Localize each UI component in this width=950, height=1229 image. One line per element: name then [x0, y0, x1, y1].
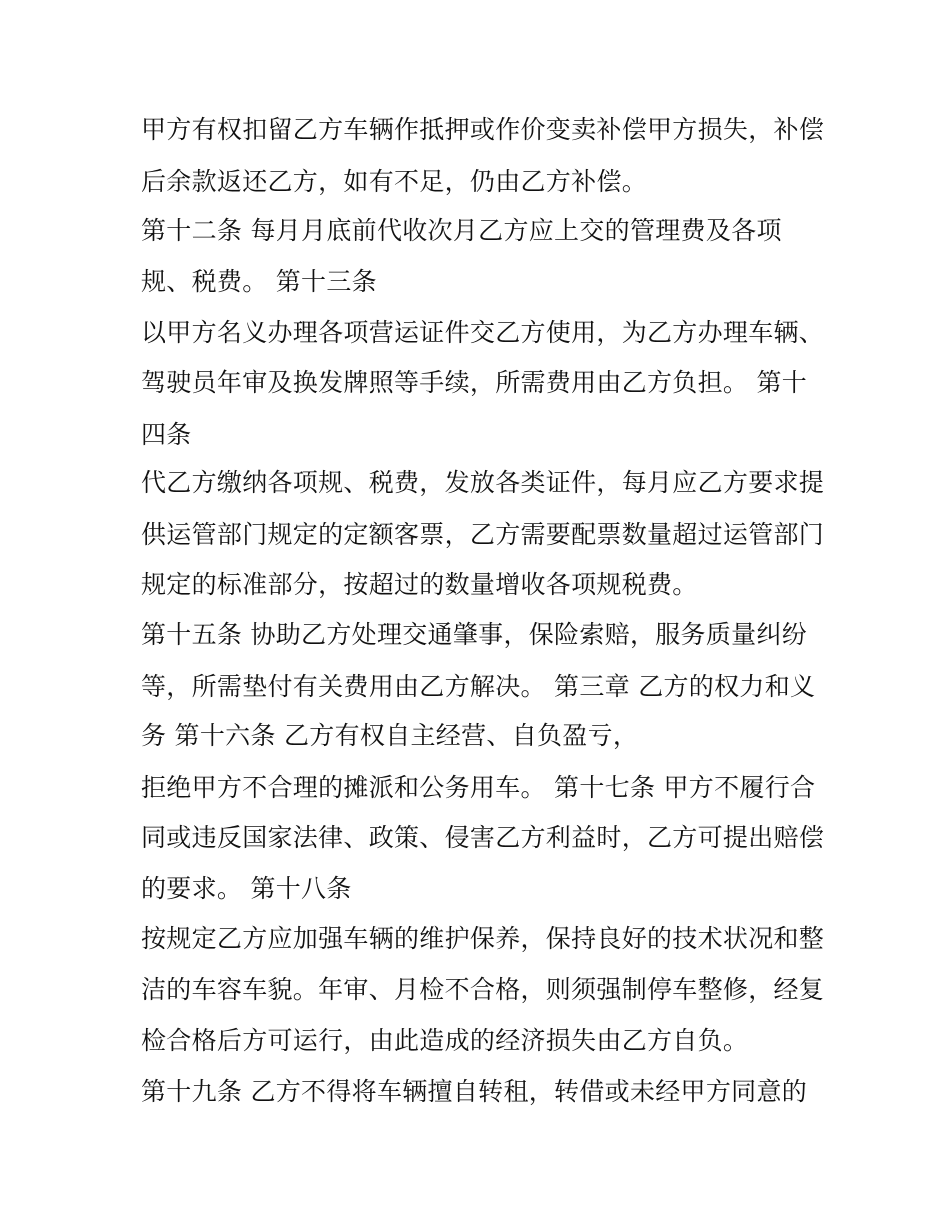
text-line: 代乙方缴纳各项规、税费，发放各类证件，每月应乙方要求提 — [141, 468, 825, 497]
text-line: 四条 — [141, 420, 192, 449]
text-line: 按规定乙方应加强车辆的维护保养，保持良好的技术状况和整 — [141, 924, 825, 953]
text-line: 的要求。 第十八条 — [141, 874, 352, 903]
text-line: 规定的标准部分，按超过的数量增收各项规税费。 — [141, 570, 698, 599]
text-line: 同或违反国家法律、政策、侵害乙方利益时，乙方可提出赔偿 — [141, 823, 825, 852]
text-line: 驾驶员年审及换发牌照等手续，所需费用由乙方负担。 第十 — [141, 368, 808, 397]
text-line: 等，所需垫付有关费用由乙方解决。 第三章 乙方的权力和义 — [141, 672, 816, 701]
text-line: 检合格后方可运行，由此造成的经济损失由乙方自负。 — [141, 1026, 749, 1055]
text-line: 后余款返还乙方，如有不足，仍由乙方补偿。 — [141, 167, 648, 196]
text-line: 第十九条 乙方不得将车辆擅自转租，转借或未经甲方同意的 — [141, 1077, 808, 1106]
text-line: 务 第十六条 乙方有权自主经营、自负盈亏， — [141, 721, 639, 750]
text-line: 规、税费。 第十三条 — [141, 267, 377, 296]
text-line: 供运管部门规定的定额客票，乙方需要配票数量超过运管部门 — [141, 520, 825, 549]
text-line: 拒绝甲方不合理的摊派和公务用车。 第十七条 甲方不履行合 — [141, 773, 816, 802]
text-line: 第十二条 每月月底前代收次月乙方应上交的管理费及各项 — [141, 216, 782, 245]
text-line: 洁的车容车貌。年审、月检不合格，则须强制停车整修，经复 — [141, 975, 825, 1004]
text-line: 甲方有权扣留乙方车辆作抵押或作价变卖补偿甲方损失，补偿 — [141, 115, 825, 144]
text-line: 第十五条 协助乙方处理交通肇事，保险索赔，服务质量纠纷 — [141, 620, 808, 649]
text-line: 以甲方名义办理各项营运证件交乙方使用，为乙方办理车辆、 — [141, 318, 825, 347]
